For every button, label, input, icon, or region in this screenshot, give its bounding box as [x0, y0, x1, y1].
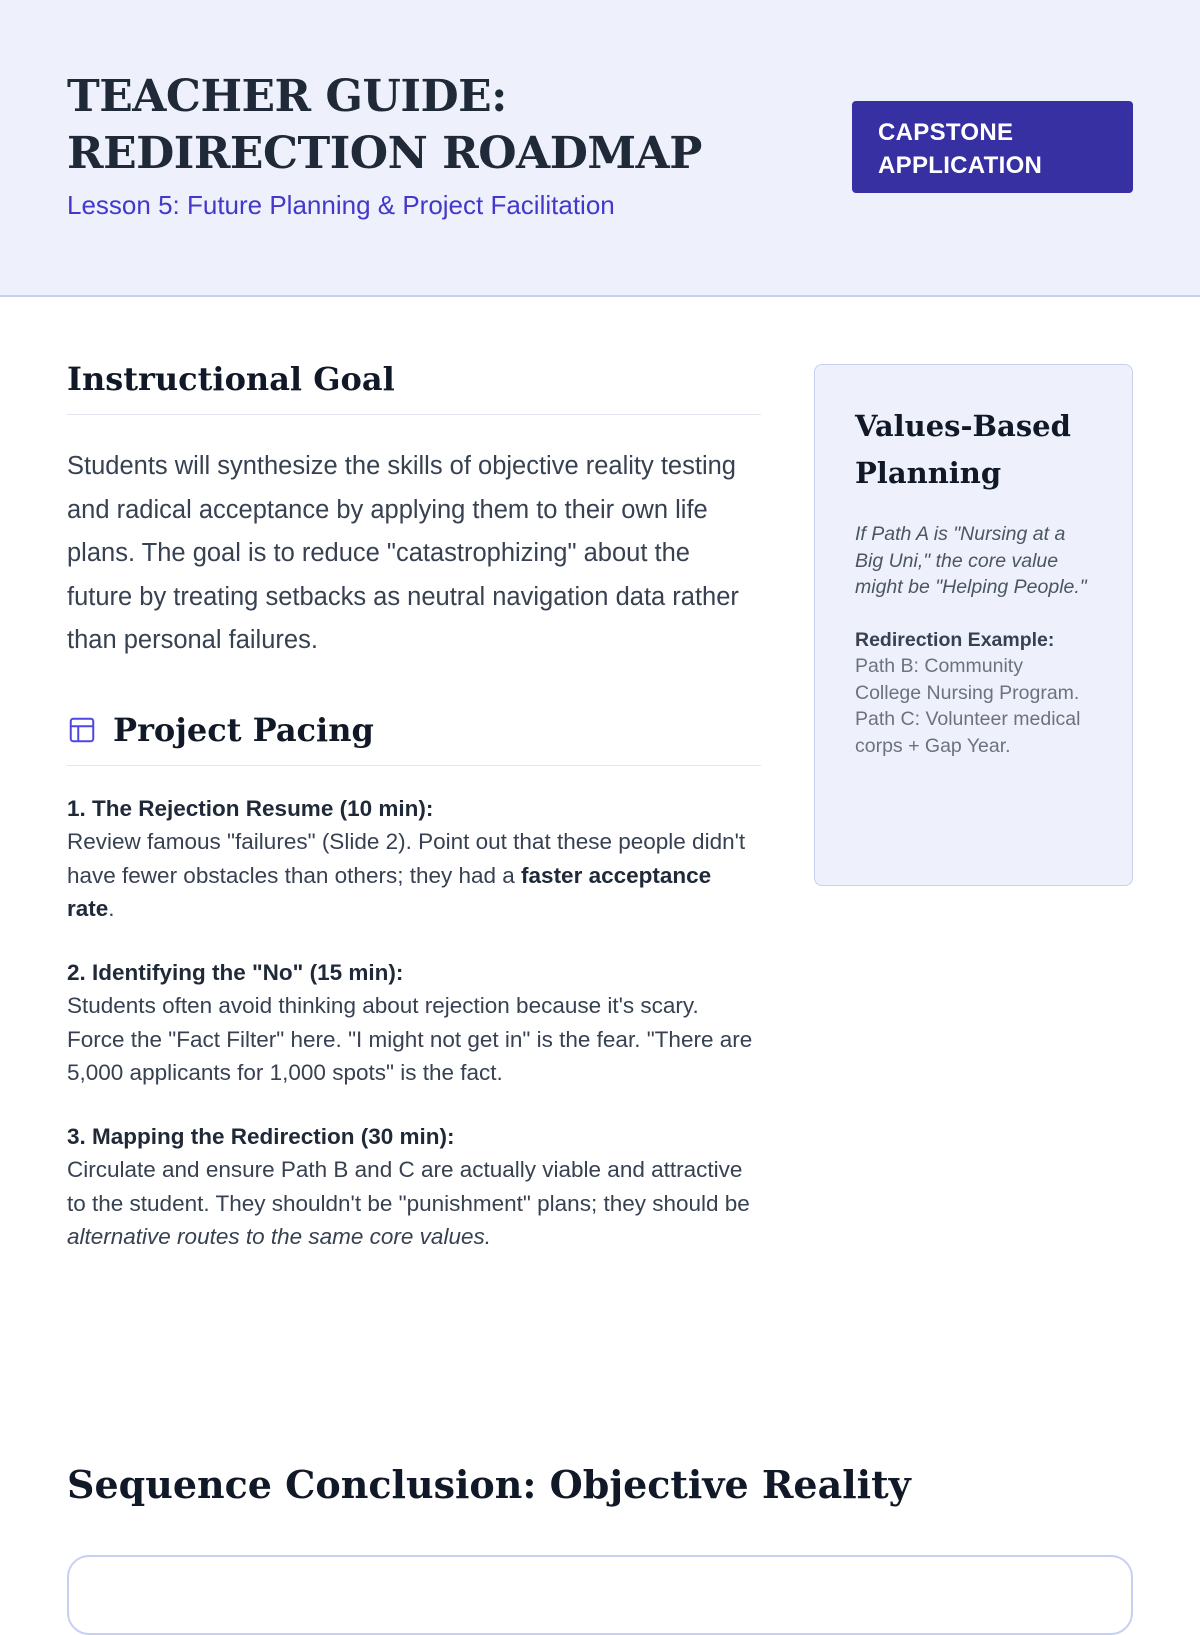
main-content	[67, 360, 761, 1254]
redirection-example-path-c: Path C: Volunteer medical corps + Gap Year.	[855, 708, 1081, 757]
pacing-step-text: Students often avoid thinking about rejection because it's scary. Force the "Fact Filter" here. "I might not get in" is the fear. "There are 5,000 applicants for 1,000 spots" is the fact.	[67, 993, 753, 1085]
project-pacing-heading	[67, 711, 761, 766]
capstone-badge: CAPSTONE APPLICATION	[852, 101, 1133, 193]
page-title: TEACHER GUIDE: REDIRECTION ROADMAP	[67, 71, 702, 179]
instructional-goal-text: Students will synthesize the skills of objective reality testing and radical acceptance by applying them to their own life plans. The goal is to reduce "catastrophizing" about the future by treating setbacks as neutral navigation data rather than personal failures.	[67, 452, 739, 654]
card-quote: If Path A is "Nursing at a Big Uni," the core value might be "Helping People."	[855, 523, 1087, 598]
pacing-step-3	[67, 1120, 761, 1254]
pacing-step-text: Review famous "failures" (Slide 2). Point out that these people didn't have fewer obstacles than others; they had a	[67, 829, 746, 888]
project-pacing-label: Project Pacing	[113, 710, 374, 749]
pacing-step-1	[67, 792, 761, 926]
pacing-step-title: 1. The Rejection Resume (10 min):	[67, 795, 434, 821]
layout-icon	[67, 715, 97, 745]
redirection-example-label: Redirection Example:	[855, 628, 1055, 651]
card-title: Values-Based Planning	[855, 409, 1071, 490]
pacing-step-emphasis: alternative routes to the same core values.	[67, 1224, 491, 1249]
pacing-step-text: Circulate and ensure Path B and C are actually viable and attractive to the student. They shouldn't be "punishment" plans; they should be	[67, 1157, 750, 1216]
conclusion-heading: Sequence Conclusion: Objective Reality	[67, 1462, 911, 1507]
pacing-step-2	[67, 956, 761, 1090]
lesson-subtitle: Lesson 5: Future Planning & Project Facilitation	[67, 190, 615, 220]
page-header	[0, 0, 1200, 297]
pacing-step-title: 3. Mapping the Redirection (30 min):	[67, 1123, 455, 1149]
pacing-step-emphasis: faster acceptance rate	[67, 862, 712, 921]
pacing-step-text-end: .	[108, 896, 115, 921]
conclusion-card	[67, 1555, 1133, 1635]
pacing-step-title: 2. Identifying the "No" (15 min):	[67, 959, 404, 985]
values-planning-card	[814, 364, 1133, 886]
instructional-goal-heading: Instructional Goal	[67, 360, 761, 415]
redirection-example-path-b: Path B: Community College Nursing Program.	[855, 655, 1080, 704]
